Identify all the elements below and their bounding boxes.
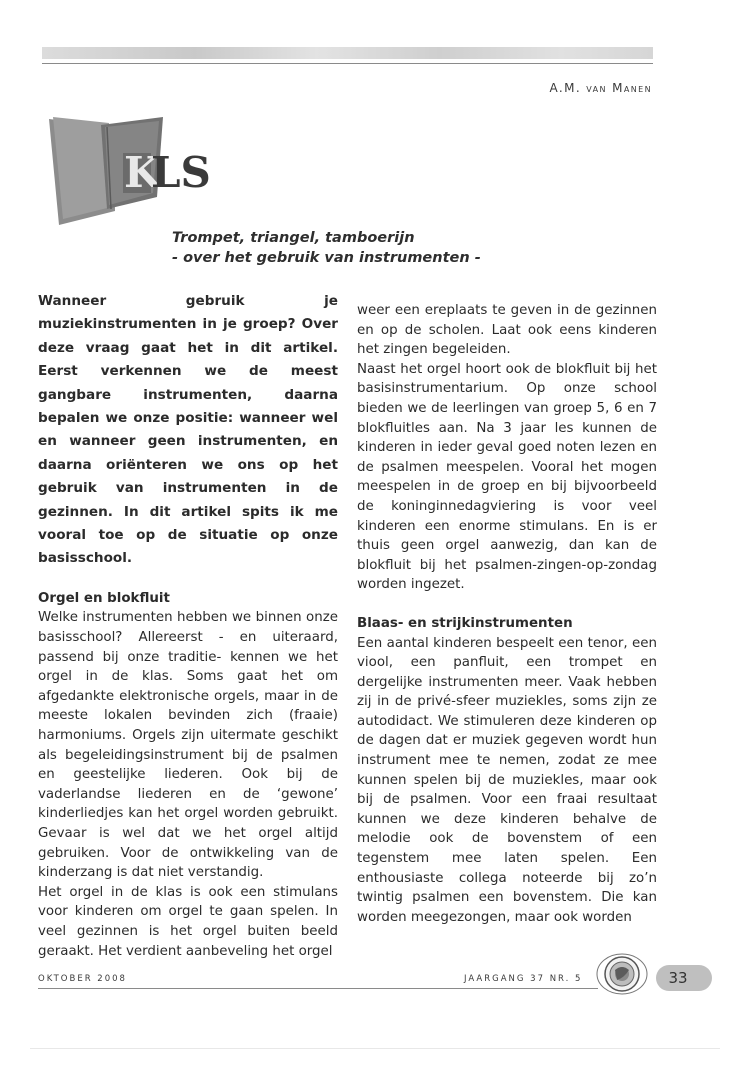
header-band (42, 47, 653, 59)
logo-letters-ls: LS (151, 148, 211, 197)
footer-volume: JAARGANG 37 NR. 5 (464, 974, 583, 984)
page-number-tab (656, 965, 712, 991)
paragraph-2: Het orgel in de klas is ook een stimulans voor kinderen om orgel te gaan spelen. In veel gezinnen is het orgel buiten beeld geraakt. Het verdient aanbeveling het orgel (38, 884, 338, 959)
logo-letter-k: K (124, 148, 161, 197)
page-number: 33 (668, 969, 688, 987)
column-right (357, 301, 657, 927)
paragraph-4: Naast het orgel hoort ook de blokfluit bij het basisinstrumentarium. Op onze school bieden we de leerlingen van groep 5, 6 en 7 blokfluitles aan. Na 3 jaar les kunnen de kinderen in ieder geval goed noten lezen en de psalmen meespelen. Vooral het mogen meespelen in de groep en bij bijvoorbeeld de koninginnedagviering is voor veel kinderen een enorme stimulans. En is er thuis geen orgel aanwezig, dan kan de blokfluit bij het psalmen-zingen-op-zondag worden ingezet. (357, 361, 657, 593)
paragraph-1: Welke instrumenten hebben we binnen onze basisschool? Allereerst - en uiteraard, passend bij onze traditie- kennen we het orgel in de klas. Soms gaat het om afgedankte elektronische orgels, maar in de meeste lokalen bevinden zich (fraaie) harmoniums. Orgels zijn uitermate geschikt als begeleidingsinstrument bij de psalmen en geestelijke liederen. Ook bij de vaderlandse liederen en de ‘gewone’ kinderliedjes kan het orgel worden gebruikt. Gevaar is wel dat we het orgel altijd gebruiken. Voor de ontwikkeling van de kinderzang is dat niet verstandig. (38, 610, 338, 881)
section-heading-orgel: Orgel en blokfluit (38, 590, 170, 606)
page-bottom-rule (30, 1048, 720, 1049)
subtitle-line-2: - over het gebruik van instrumenten - (172, 250, 481, 266)
paragraph-3: weer een ereplaats te geven in de gezinnen en op de scholen. Laat ook eens kinderen het zingen begeleiden. (357, 303, 657, 358)
author-name: A.M. van Manen (549, 81, 652, 95)
column-left (38, 290, 338, 961)
footer-rule (38, 988, 598, 989)
seal-icon (593, 952, 651, 996)
subtitle-line-1: Trompet, triangel, tamboerijn (172, 230, 415, 246)
header-rule (42, 63, 653, 64)
article-subtitle (172, 228, 481, 268)
section-heading-blaas: Blaas- en strijkinstrumenten (357, 615, 573, 631)
footer-date: OKTOBER 2008 (38, 974, 127, 984)
kls-logo (45, 113, 265, 233)
paragraph-5: Een aantal kinderen bespeelt een tenor, een viool, een panfluit, een trompet en dergelijke instrumenten meer. Vaak hebben zij in de privé-sfeer muziekles, soms zijn ze autodidact. We stimuleren deze kinderen op de dagen dat er muziek gegeven wordt hun instrument mee te nemen, zodat ze mee kunnen spelen bij de muziekles, maar ook bij de psalmen. Voor een fraai resultaat kunnen we deze kinderen behalve de melodie ook de bovenstem of een tegenstem mee laten spelen. Een enthousiaste collega noteerde bij zo’n twintig psalmen een bovenstem. Die kan worden meegezongen, maar ook worden (357, 635, 657, 925)
article-intro: Wanneer gebruik je muziekinstrumenten in je groep? Over deze vraag gaat het in dit artikel. Eerst verkennen we de meest gangbare instrumenten, daarna bepalen we onze positie: wanneer wel en wanneer geen instrumenten, en daarna oriënteren we ons op het gebruik van instrumenten in de gezinnen. In dit artikel spits ik me vooral toe op de situatie op onze basisschool. (38, 293, 338, 567)
